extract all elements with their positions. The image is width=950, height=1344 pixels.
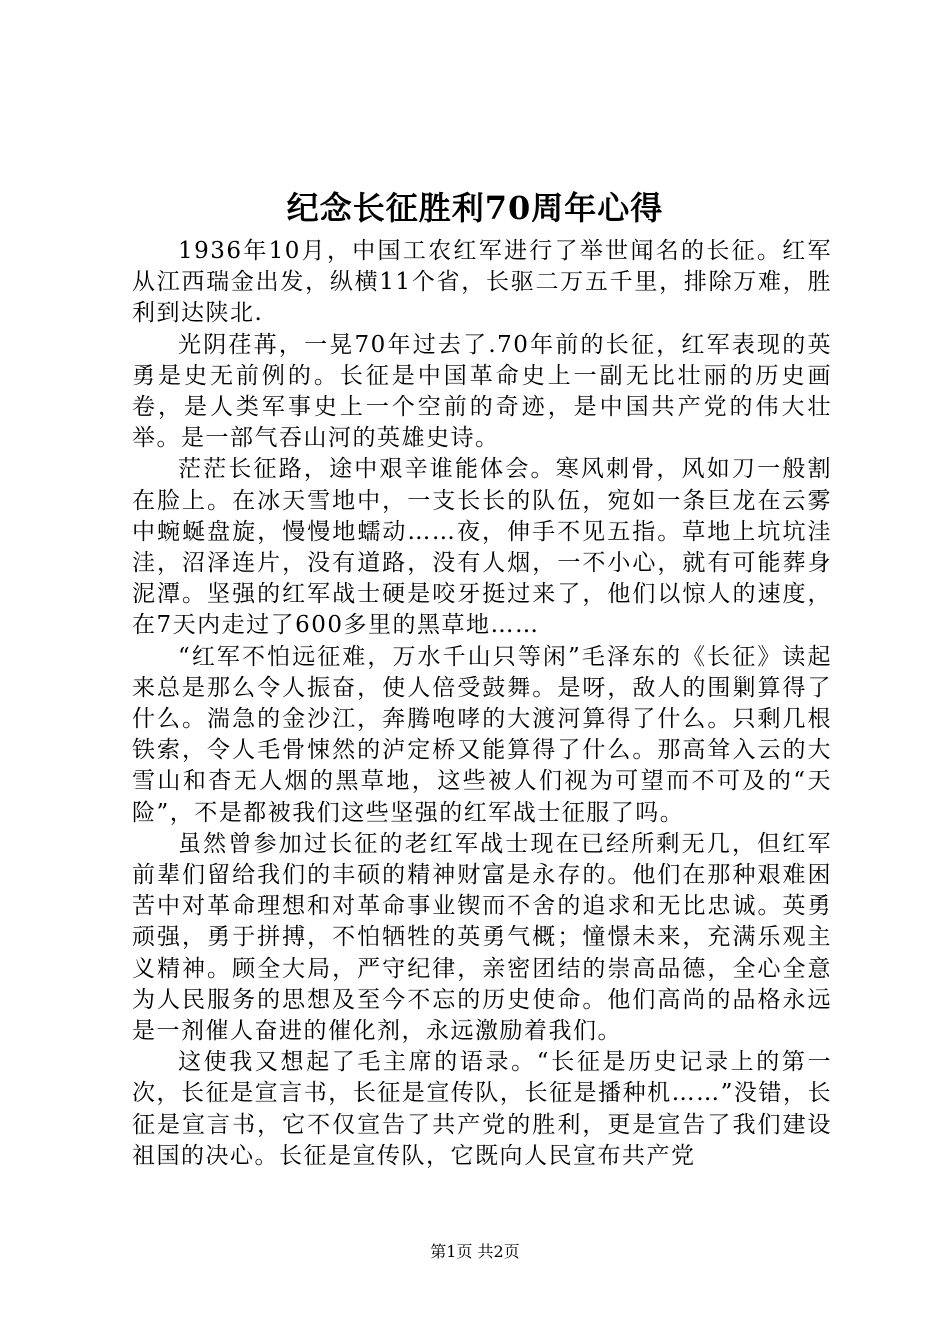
paragraph-3: 茫茫长征路，途中艰辛谁能体会。寒风刺骨，风如刀一般割在脸上。在冰天雪地中，一支长长的队伍，宛如一条巨龙在云雾中蜿蜒盘旋，慢慢地蠕动……夜，伸手不见五指。草地上坑坑洼洼，沼泽连片，没有道路，没有人烟，一不小心，就有可能葬身泥潭。坚强的红军战士硬是咬牙挺过来了，他们以惊人的速度，在7天内走过了600多里的黑草地…… [132, 456, 832, 639]
paragraph-5: 虽然曾参加过长征的老红军战士现在已经所剩无几，但红军前辈们留给我们的丰硕的精神财富是永存的。他们在那种艰难困苦中对革命理想和对革命事业锲而不舍的追求和无比忠诚。英勇顽强，勇于拼搏，不怕牺牲的英勇气概；憧憬未来，充满乐观主义精神。顾全大局，严守纪律，亲密团结的崇高品德，全心全意为人民服务的思想及至今不忘的历史使命。他们高尚的品格永远是一剂催人奋进的催化剂，永远激励着我们。 [132, 830, 832, 1045]
paragraph-2: 光阴荏苒，一晃70年过去了.70年前的长征，红军表现的英勇是史无前例的。长征是中国革命史上一副无比壮丽的历史画卷，是人类军事史上一个空前的奇迹，是中国共产党的伟大壮举。是一部气吞山河的英雄史诗。 [132, 331, 832, 452]
document-title: 纪念长征胜利70周年心得 [286, 189, 664, 227]
paragraph-6: 这使我又想起了毛主席的语录。“长征是历史记录上的第一次，长征是宣言书，长征是宣传队，长征是播种机……”没错，长征是宣言书，它不仅宣告了共产党的胜利，更是宣告了我们建设祖国的决心。长征是宣传队，它既向人民宣布共产党 [132, 1049, 832, 1169]
paragraph-4: “红军不怕远征难，万水千山只等闲”毛泽东的《长征》读起来总是那么令人振奋，使人倍受鼓舞。是呀，敌人的围剿算得了什么。湍急的金沙江，奔腾咆哮的大渡河算得了什么。只剩几根铁索，令人毛骨悚然的泸定桥又能算得了什么。那高耸入云的大雪山和杳无人烟的黑草地，这些被人们视为可望而不可及的“天险”，不是都被我们这些坚强的红军战士征服了吗。 [132, 643, 832, 826]
page-footer: 第1页 共2页 [430, 1242, 520, 1261]
paragraph-1: 1936年10月，中国工农红军进行了举世闻名的长征。红军从江西瑞金出发，纵横11个省，长驱二万五千里，排除万难，胜利到达陕北. [132, 238, 832, 327]
document-body [132, 236, 832, 1172]
